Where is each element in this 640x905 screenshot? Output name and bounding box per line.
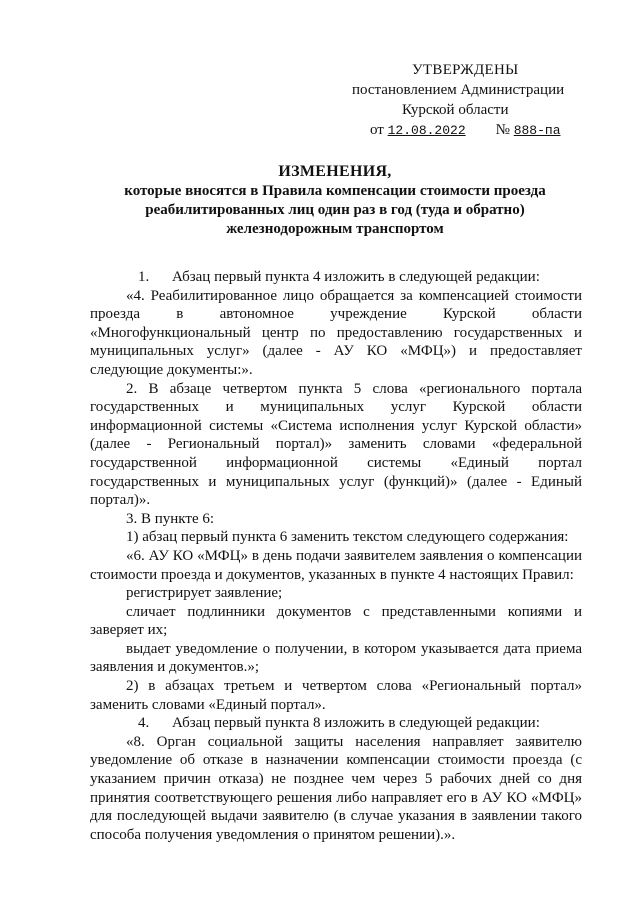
approval-title: УТВЕРЖДЕНЫ	[412, 62, 519, 78]
paragraph-6: «6. АУ КО «МФЦ» в день подачи заявителем заявления о компенсации стоимости проезда и документов, указанных в пункте 4 настоящих Правил:	[90, 547, 582, 583]
approval-date-number	[330, 120, 610, 141]
document-body	[90, 268, 582, 844]
approval-region: Курской области	[402, 102, 509, 118]
approval-date: 12.08.2022	[387, 123, 466, 138]
document-heading	[85, 162, 585, 239]
paragraph-5: 1) абзац первый пункта 6 заменить текстом следующего содержания:	[126, 529, 569, 546]
heading-subtitle: которые вносятся в Правила компенсации стоимости проезда реабилитированных лиц один раз в год (туда и обратно) железнодорожным транспортом	[124, 183, 546, 237]
item-number: 4.	[138, 715, 150, 732]
paragraph-2: «4. Реабилитированное лицо обращается за компенсацией стоимости проезда в автономное учреждение Курской области «Многофункциональный центр по предоставлению государственных и муниципальных услуг» (далее - АУ КО «МФЦ») и предоставляет следующие документы:».	[90, 287, 582, 378]
heading-title: ИЗМЕНЕНИЯ,	[278, 163, 392, 180]
paragraph-4: 3. В пункте 6:	[126, 510, 215, 527]
paragraph-12: «8. Орган социальной защиты населения направляет заявителю уведомление об отказе в назначении компенсации стоимости проезда (с указанием причин отказа) не позднее чем через 5 рабочих дней со дня принятия соответствующего решения либо направляет его в АУ КО «МФЦ» для последующей выдачи заявителю (в случае указания в заявлении такого способа получения уведомления о принятом решении).».	[90, 733, 582, 843]
paragraph-3: 2. В абзаце четвертом пункта 5 слова «регионального портала государственных и муниципальных услуг Курской области информационной системы «Система исполнения услуг Курской области» (далее - Региональный портал)» заменить словами «федеральной государственной информационной системы «Единый портал государственных и муниципальных услуг (функций)» (далее - Единый портал)».	[90, 380, 582, 509]
paragraph-11: 4. Абзац первый пункта 8 изложить в следующей редакции:	[138, 715, 540, 732]
paragraph-7: регистрирует заявление;	[126, 585, 283, 602]
date-prefix: от	[370, 122, 384, 138]
paragraph-9: выдает уведомление о получении, в котором указывается дата приема заявления и документов.»;	[90, 640, 582, 676]
number-prefix: №	[495, 122, 510, 138]
paragraph-8: сличает подлинники документов с представленными копиями и заверяет их;	[90, 603, 582, 639]
item-number: 1.	[138, 269, 150, 285]
approval-stamp	[330, 60, 610, 141]
approval-issuer: постановлением Администрации	[352, 82, 565, 98]
paragraph-1: 1. Абзац первый пункта 4 изложить в следующей редакции:	[138, 269, 540, 285]
paragraph-10: 2) в абзацах третьем и четвертом слова «Региональный портал» заменить словами «Единый портал».	[90, 678, 582, 713]
approval-number: 888-па	[513, 123, 561, 138]
